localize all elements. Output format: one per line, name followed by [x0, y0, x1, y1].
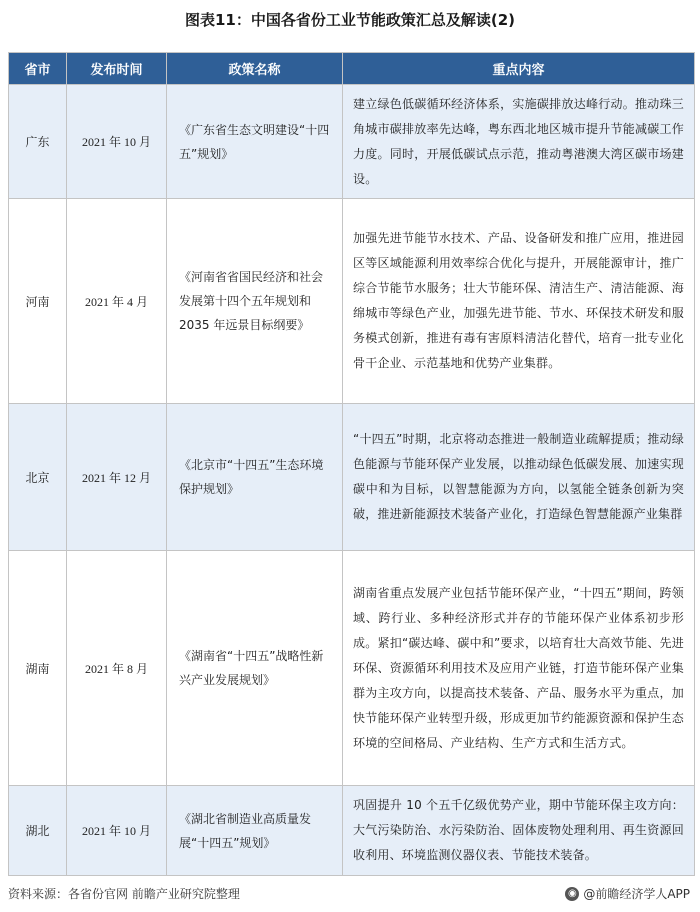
province-cell: 北京	[9, 404, 67, 551]
content-cell: “十四五”时期，北京将动态推进一般制造业疏解提质；推动绿色能源与节能环保产业发展，以推动绿色低碳发展、加速实现碳中和为目标，以智慧能源为方向，以氢能全链条创新为突破，推进新能源技术装备产业化，打造绿色智慧能源产业集群	[343, 404, 695, 551]
table-row	[9, 404, 695, 551]
brand-label: @前瞻经济学人APP	[583, 887, 690, 901]
province-cell: 湖北	[9, 786, 67, 876]
table-row	[9, 85, 695, 199]
policy-name-cell: 《广东省生态文明建设“十四五”规划》	[167, 85, 343, 199]
table-row	[9, 786, 695, 876]
table-row	[9, 551, 695, 786]
policy-name-cell: 《北京市“十四五”生态环境保护规划》	[167, 404, 343, 551]
page-title: 图表11：中国各省份工业节能政策汇总及解读(2)	[184, 11, 516, 29]
policy-name-cell: 《湖北省制造业高质量发展“十四五”规划》	[167, 786, 343, 876]
time-cell: 2021 年 8 月	[67, 551, 167, 786]
time-cell: 2021 年 10 月	[67, 85, 167, 199]
header-content: 重点内容	[343, 53, 695, 85]
brand-credit	[565, 884, 690, 904]
time-cell: 2021 年 4 月	[67, 199, 167, 404]
time-cell: 2021 年 10 月	[67, 786, 167, 876]
province-cell: 河南	[9, 199, 67, 404]
time-cell: 2021 年 12 月	[67, 404, 167, 551]
header-policy-name: 政策名称	[167, 53, 343, 85]
content-cell: 湖南省重点发展产业包括节能环保产业，“十四五”期间，跨领域、跨行业、多种经济形式并存的节能环保产业体系初步形成。紧扣“碳达峰、碳中和”要求，以培育壮大高效节能、先进环保、资源循环利用技术及应用产业链，打造节能环保产业集群为主攻方向，以提高技术装备、产品、服务水平为重点，加快节能环保产业转型升级，形成更加节约能源资源和保护生态环境的空间格局、产业结构、生产方式和生活方式。	[343, 551, 695, 786]
content-cell: 建立绿色低碳循环经济体系，实施碳排放达峰行动。推动珠三角城市碳排放率先达峰，粤东西北地区城市提升节能减碳工作力度。同时，开展低碳试点示范，推动粤港澳大湾区碳市场建设。	[343, 85, 695, 199]
content-cell: 加强先进节能节水技术、产品、设备研发和推广应用，推进园区等区域能源利用效率综合优化与提升，开展能源审计，推广综合节能节水服务；壮大节能环保、清洁生产、清洁能源、海绵城市等绿色产业，加强先进节能、节水、环保技术研发和服务模式创新，推进有毒有害原料清洁化替代，培育一批专业化骨干企业、示范基地和优势产业集群。	[343, 199, 695, 404]
source-note: 资料来源：各省份官网 前瞻产业研究院整理	[8, 887, 240, 901]
header-province: 省市	[9, 53, 67, 85]
table-header-row	[9, 53, 695, 85]
policy-name-cell: 《湖南省“十四五”战略性新兴产业发展规划》	[167, 551, 343, 786]
content-cell: 巩固提升 10 个五千亿级优势产业，期中节能环保主攻方向：大气污染防治、水污染防治、固体废物处理利用、再生资源回收利用、环境监测仪器仪表、节能技术装备。	[343, 786, 695, 876]
policy-table	[8, 52, 695, 876]
province-cell: 广东	[9, 85, 67, 199]
header-time: 发布时间	[67, 53, 167, 85]
province-cell: 湖南	[9, 551, 67, 786]
policy-name-cell: 《河南省省国民经济和社会发展第十四个五年规划和 2035 年远景目标纲要》	[167, 199, 343, 404]
brand-logo-icon: ◉	[565, 887, 579, 901]
table-row	[9, 199, 695, 404]
